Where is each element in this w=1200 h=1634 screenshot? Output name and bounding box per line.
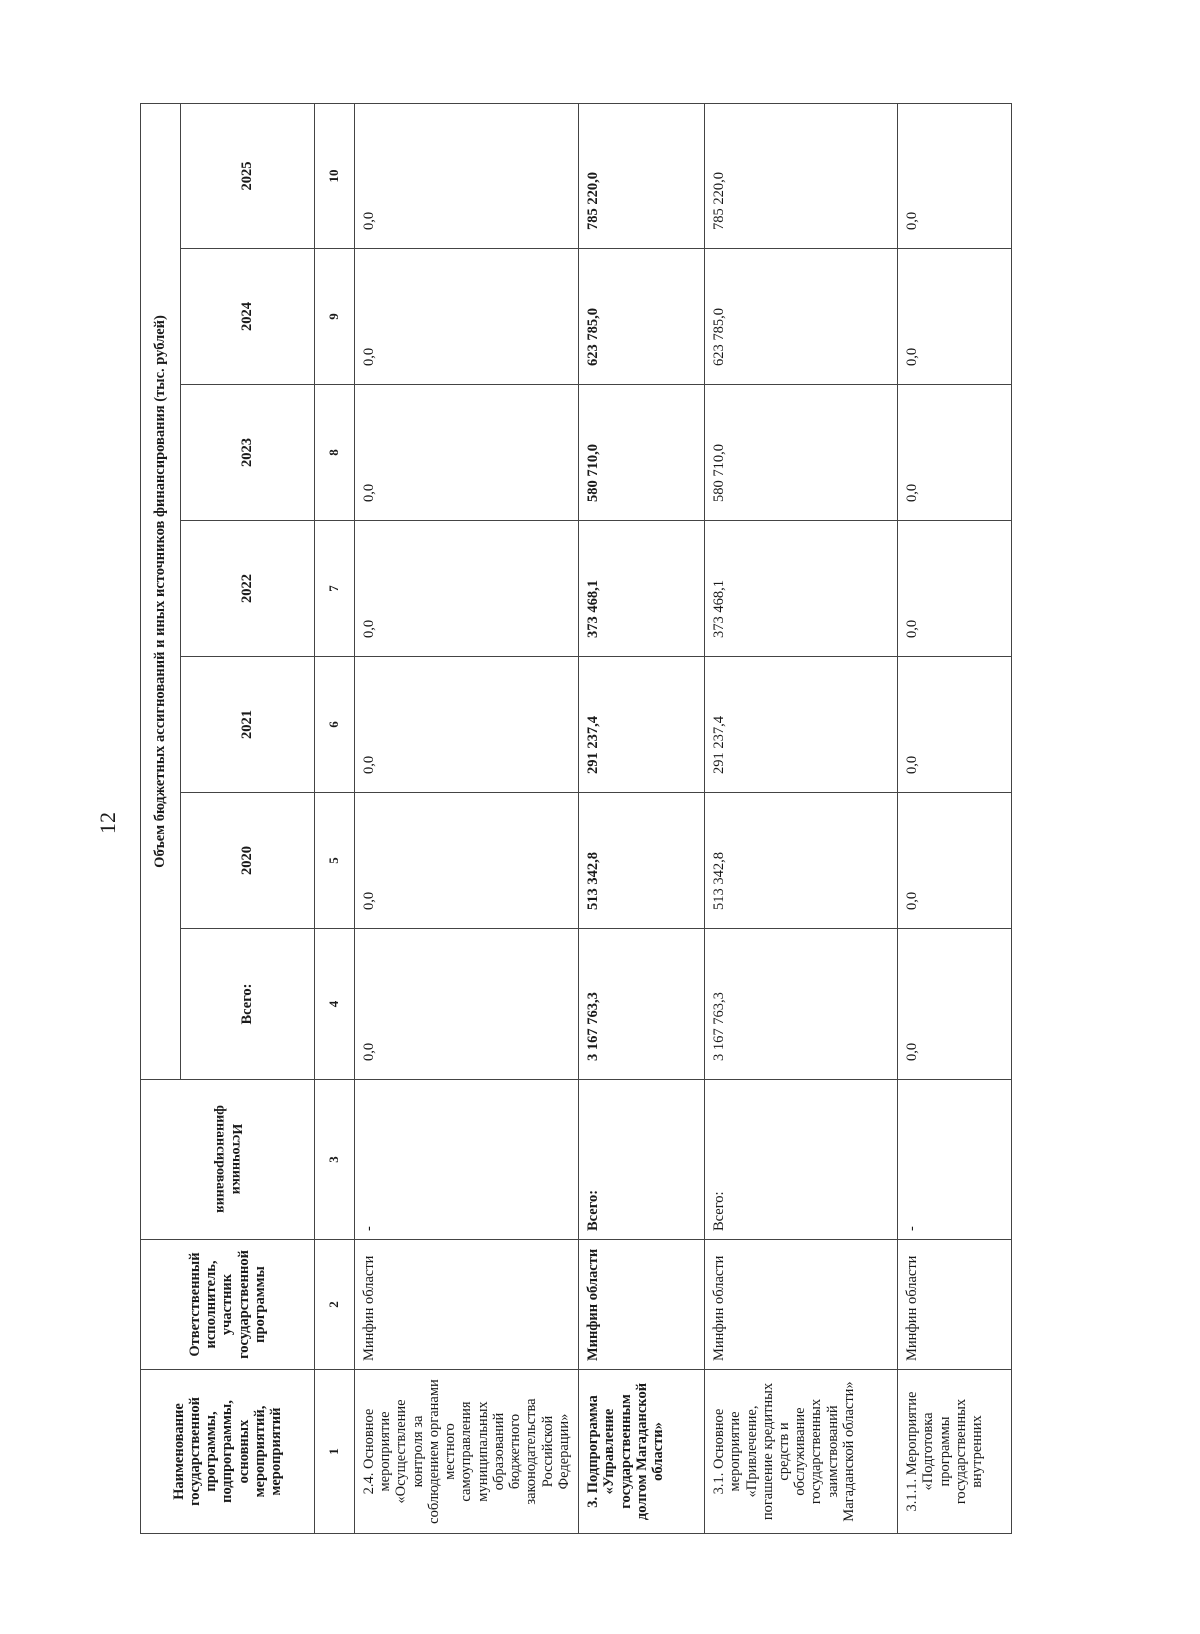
row-value: 0,0 — [355, 249, 579, 385]
financing-table — [140, 103, 1012, 1534]
row-executor: Минфин области — [898, 1240, 1012, 1370]
header-name: Наименование государственной программы, подпрограммы, основных мероприятий, мероприятий — [141, 1370, 315, 1534]
row-value: 580 710,0 — [579, 385, 705, 521]
column-index: 8 — [315, 385, 355, 521]
row-value: 0,0 — [355, 929, 579, 1080]
table-row — [579, 103, 705, 1533]
row-name: 2.4. Основное мероприятие «Осуществление контроля за соблюдением органами местного самоуправления муниципальных образований бюджетного законодательства Российской Федерации» — [355, 1370, 579, 1534]
header-year: 2025 — [181, 103, 315, 248]
row-value: 0,0 — [898, 521, 1012, 657]
header-executor: Ответственный исполнитель, участник государственной программы — [141, 1240, 315, 1370]
row-value: 0,0 — [355, 521, 579, 657]
row-value: 785 220,0 — [705, 103, 898, 248]
page-number: 12 — [95, 812, 120, 834]
column-index: 5 — [315, 793, 355, 929]
row-value: 513 342,8 — [579, 793, 705, 929]
row-value: 0,0 — [355, 103, 579, 248]
column-index: 3 — [315, 1080, 355, 1240]
header-financing-group: Объем бюджетных ассигнований и иных источников финансирования (тыс. рублей) — [141, 103, 181, 1079]
row-value: 3 167 763,3 — [579, 929, 705, 1080]
row-executor: Минфин области — [579, 1240, 705, 1370]
rotated-table-wrapper — [140, 104, 1000, 1534]
row-name: 3.1. Основное мероприятие «Привлечение, погашение кредитных средств и обслуживание государственных заимствований Магаданской области» — [705, 1370, 898, 1534]
row-value: 373 468,1 — [705, 521, 898, 657]
header-year: 2021 — [181, 657, 315, 793]
row-value: 291 237,4 — [579, 657, 705, 793]
row-executor: Минфин области — [705, 1240, 898, 1370]
column-index: 10 — [315, 103, 355, 248]
header-source-text: Источники финансирования — [212, 1105, 244, 1214]
column-index-row — [315, 103, 355, 1533]
header-total: Всего: — [181, 929, 315, 1080]
row-value: 580 710,0 — [705, 385, 898, 521]
row-source: Всего: — [579, 1080, 705, 1240]
row-value: 0,0 — [898, 249, 1012, 385]
table-row — [705, 103, 898, 1533]
row-value: 0,0 — [898, 793, 1012, 929]
row-name: 3.1.1. Мероприятие «Подготовка программы государственных внутренних — [898, 1370, 1012, 1534]
row-value: 0,0 — [898, 103, 1012, 248]
row-value: 0,0 — [355, 657, 579, 793]
row-source: - — [898, 1080, 1012, 1240]
row-value: 623 785,0 — [705, 249, 898, 385]
row-value: 0,0 — [898, 657, 1012, 793]
row-executor: Минфин области — [355, 1240, 579, 1370]
table-row — [355, 103, 579, 1533]
column-index: 7 — [315, 521, 355, 657]
row-value: 0,0 — [898, 929, 1012, 1080]
column-index: 2 — [315, 1240, 355, 1370]
row-value: 785 220,0 — [579, 103, 705, 248]
header-row-group — [141, 103, 181, 1533]
column-index: 1 — [315, 1370, 355, 1534]
row-source: - — [355, 1080, 579, 1240]
row-value: 0,0 — [898, 385, 1012, 521]
column-index: 4 — [315, 929, 355, 1080]
column-index: 6 — [315, 657, 355, 793]
row-source: Всего: — [705, 1080, 898, 1240]
row-value: 513 342,8 — [705, 793, 898, 929]
row-value: 623 785,0 — [579, 249, 705, 385]
row-value: 291 237,4 — [705, 657, 898, 793]
header-year: 2022 — [181, 521, 315, 657]
header-year: 2023 — [181, 385, 315, 521]
column-index: 9 — [315, 249, 355, 385]
row-value: 0,0 — [355, 385, 579, 521]
row-value: 373 468,1 — [579, 521, 705, 657]
header-source — [141, 1080, 315, 1240]
row-name: 3. Подпрограмма «Управление государственным долгом Магаданской области» — [579, 1370, 705, 1534]
table-row — [898, 103, 1012, 1533]
header-year: 2020 — [181, 793, 315, 929]
row-value: 0,0 — [355, 793, 579, 929]
header-year: 2024 — [181, 249, 315, 385]
row-value: 3 167 763,3 — [705, 929, 898, 1080]
